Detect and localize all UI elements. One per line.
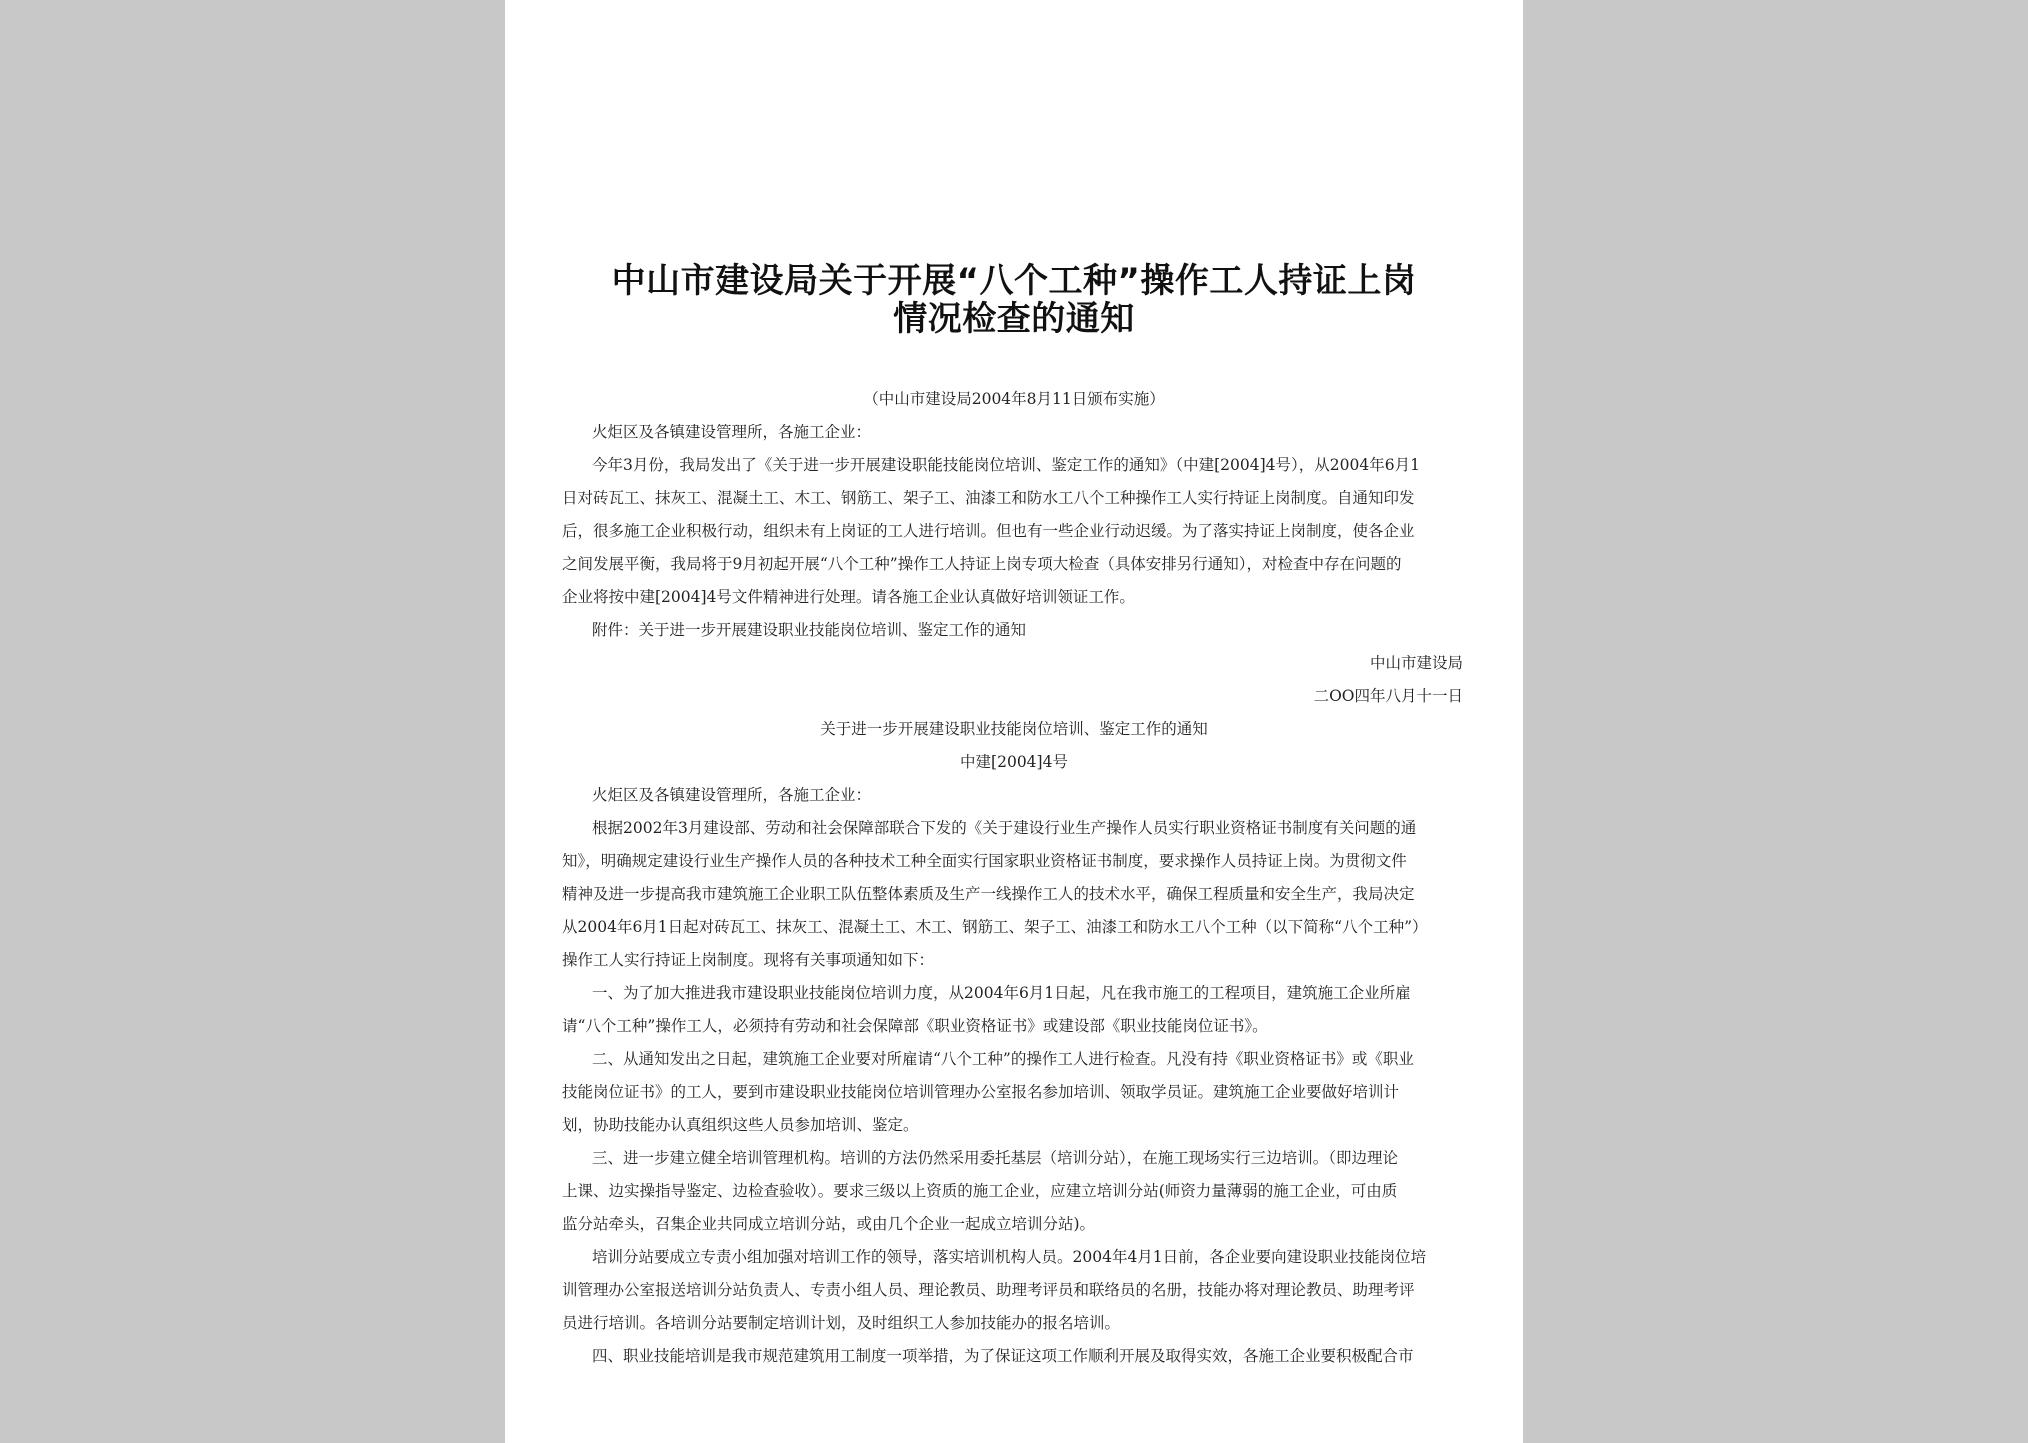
attachment-body-line: 训管理办公室报送培训分站负责人、专责小组人员、理论教员、助理考评员和联络员的名册，技能办将对理论教员、助理考评 [562,1281,1415,1299]
attachment-body-line: 操作工人实行持证上岗制度。现将有关事项通知如下： [562,951,935,969]
attachment-body-line: 监分站牵头，召集企业共同成立培训分站，或由几个企业一起成立培训分站)。 [562,1215,1096,1233]
signature-date: 二OO四年八月十一日 [1313,687,1463,705]
attachment-body-line: 上课、边实操指导鉴定、边检查验收）。要求三级以上资质的施工企业，应建立培训分站(师资力量薄弱的施工企业，可由质 [562,1182,1398,1200]
attachment-line: 附件：关于进一步开展建设职业技能岗位培训、鉴定工作的通知 [592,621,1027,639]
document-title [505,262,1523,338]
title-line-2: 情况检查的通知 [893,299,1135,339]
attachment-body-line: 一、为了加大推进我市建设职业技能岗位培训力度，从2004年6月1日起，凡在我市施工的工程项目，建筑施工企业所雇 [592,984,1411,1002]
body-line: 日对砖瓦工、抹灰工、混凝土工、木工、钢筋工、架子工、油漆工和防水工八个工种操作工人实行持证上岗制度。自通知印发 [562,489,1415,507]
body-line: 之间发展平衡，我局将于9月初起开展“八个工种”操作工人持证上岗专项大检查（具体安排另行通知），对检查中存在问题的 [562,555,1402,573]
attachment-body-line: 从2004年6月1日起对砖瓦工、抹灰工、混凝土工、木工、钢筋工、架子工、油漆工和防水工八个工种（以下简称“八个工种”） [562,918,1428,936]
attachment-body-line: 请“八个工种”操作工人，必须持有劳动和社会保障部《职业资格证书》或建设部《职业技能岗位证书》。 [562,1017,1268,1035]
attachment-title: 关于进一步开展建设职业技能岗位培训、鉴定工作的通知 [820,720,1208,738]
attachment-body-line: 四、职业技能培训是我市规范建筑用工制度一项举措，为了保证这项工作顺利开展及取得实效，各施工企业要积极配合市 [592,1347,1414,1365]
document-page [505,0,1523,1443]
salutation: 火炬区及各镇建设管理所，各施工企业： [592,423,872,441]
issue-note: （中山市建设局2004年8月11日颁布实施） [863,390,1165,408]
attachment-body-line: 员进行培训。各培训分站要制定培训计划，及时组织工人参加技能办的报名培训。 [562,1314,1121,1332]
attachment-body-line: 三、进一步建立健全培训管理机构。培训的方法仍然采用委托基层（培训分站），在施工现场实行三边培训。（即边理论 [592,1149,1399,1167]
attachment-body-line: 精神及进一步提高我市建筑施工企业职工队伍整体素质及生产一线操作工人的技术水平，确保工程质量和安全生产，我局决定 [562,885,1415,903]
body-line: 后，很多施工企业积极行动，组织未有上岗证的工人进行培训。但也有一些企业行动迟缓。为了落实持证上岗制度，使各企业 [562,522,1415,540]
attachment-salutation: 火炬区及各镇建设管理所，各施工企业： [592,786,872,804]
attachment-body-line: 根据2002年3月建设部、劳动和社会保障部联合下发的《关于建设行业生产操作人员实行职业资格证书制度有关问题的通 [592,819,1417,837]
attachment-body-line: 培训分站要成立专责小组加强对培训工作的领导，落实培训机构人员。2004年4月1日前，各企业要向建设职业技能岗位培 [592,1248,1427,1266]
body-line: 今年3月份，我局发出了《关于进一步开展建设职能技能岗位培训、鉴定工作的通知》（中建[2004]4号），从2004年6月1 [592,456,1420,474]
attachment-body-line: 知》，明确规定建设行业生产操作人员的各种技术工种全面实行国家职业资格证书制度，要求操作人员持证上岗。为贯彻文件 [562,852,1407,870]
body-line: 企业将按中建[2004]4号文件精神进行处理。请各施工企业认真做好培训领证工作。 [562,588,1135,606]
signature-org: 中山市建设局 [1369,654,1463,672]
attachment-body-line: 技能岗位证书》的工人，要到市建设职业技能岗位培训管理办公室报名参加培训、领取学员证。建筑施工企业要做好培训计 [562,1083,1400,1101]
attachment-body-line: 划，协助技能办认真组织这些人员参加培训、鉴定。 [562,1116,919,1134]
attachment-number: 中建[2004]4号 [960,753,1068,771]
title-line-1: 中山市建设局关于开展“八个工种”操作工人持证上岗 [611,261,1417,301]
attachment-body-line: 二、从通知发出之日起，建筑施工企业要对所雇请“八个工种”的操作工人进行检查。凡没有持《职业资格证书》或《职业 [592,1050,1414,1068]
